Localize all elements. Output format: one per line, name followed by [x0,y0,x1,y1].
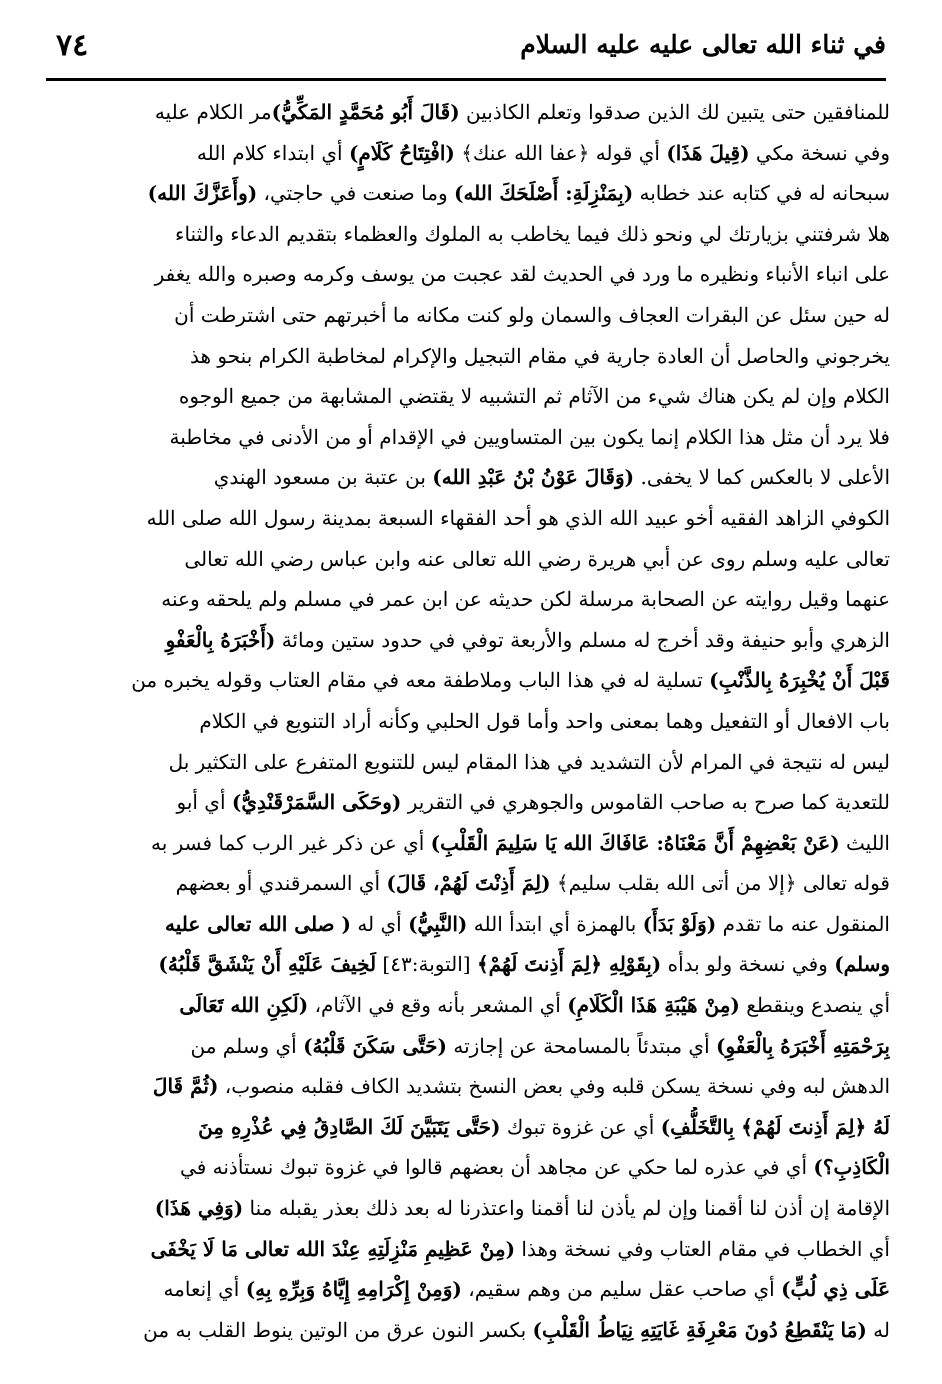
text-line [50,579,890,620]
commentary-text: أي ينصدع وينقطع [739,993,890,1018]
commentary-text: وفي نسخة ولو بدأه [661,952,835,977]
quoted-text: الْكَاذِبِ؟) [813,1155,890,1180]
commentary-text: له [866,1317,890,1342]
quoted-text: (أَخْبَرَهُ بِالْعَفْوِ [165,627,276,652]
text-line [50,742,890,783]
commentary-text: الأعلى لا بالعكس كما لا يخفى. [634,465,890,490]
commentary-text: أي المشعر بأنه وقع في الآثام، [308,993,568,1018]
commentary-text: [التوبة:٤٣] [376,952,477,977]
text-line [50,782,890,823]
text-line [50,1269,890,1310]
text-line [50,173,890,214]
running-title: في ثناء الله تعالى عليه عليه السلام [520,30,886,59]
commentary-text: أي السمرقندي أو بعضهم [175,871,387,896]
commentary-text: تسلية له في هذا الباب وملاطفة معه في مقام العتاب وقوله يخبره من [131,668,710,693]
commentary-text: الكلام وإن لم يكن هناك شيء من الآثام ثم التشبيه لا يقتضي المشابهة من جميع الوجوه [178,384,890,409]
commentary-text: على انباء الأنباء ونظيره ما ورد في الحديث لقد عجبت من يوسف وكرمه وصبره والله يغفر [154,262,890,287]
commentary-text: فلا يرد أن مثل هذا الكلام إنما يكون بين المتساويين في الإقدام أو من الأدنى في مخاطبة [169,424,890,449]
quoted-text: (النَّبِيُّ) [408,911,468,936]
quoted-text: (وَقَالَ عَوْنُ بْنُ عَبْدِ الله) [432,465,635,490]
commentary-text: بالهمزة أي ابتدأ الله [467,911,643,936]
text-line [50,539,890,580]
quoted-text: (ثُمَّ قَالَ [152,1074,219,1099]
text-line [50,214,890,255]
commentary-text: قوله تعالى ﴿إلا من أتى الله بقلب سليم﴾ [550,871,890,896]
commentary-text: مر الكلام عليه [154,100,272,124]
commentary-text: أي أبو [176,790,232,815]
text-line [50,376,890,417]
text-line [50,1026,890,1067]
commentary-text: أي قوله ﴿عفا الله عنك﴾ [454,140,667,165]
commentary-text: الدهش لبه وفي نسخة يسكن قلبه وفي بعض النسخ بتشديد الكاف فقلبه منصوب، [218,1074,890,1099]
text-line [50,944,890,985]
text-line [50,1229,890,1270]
quoted-text: (مَا يَنْقَطِعُ دُونَ مَعْرِفَةِ غَايَتِهِ نِيَاطُ الْقَلْبِ) [532,1317,867,1342]
commentary-text: وما صنعت في حاجتي، [257,181,454,206]
quoted-text: (قَالَ أَبُو مُحَمَّدٍ المَكِّيُّ) [271,100,460,124]
commentary-text: أي له [350,911,409,936]
commentary-text: أي عن ذكر غير الرب كما فسر به [151,830,431,855]
commentary-text: تعالى عليه وسلم روى عن أبي هريرة رضي الله تعالى عنه وابن عباس رضي الله تعالى [184,546,890,571]
text-line [50,1188,890,1229]
commentary-text: أي عن غزوة تبوك [500,1114,661,1139]
commentary-text: هلا شرفتني بزيارتك لي ونحو ذلك فيما يخاطب به الملوك والعظماء بتقديم الدعاء والثناء [175,221,890,246]
text-line [50,417,890,458]
commentary-text: أي الخطاب في مقام العتاب وفي نسخة وهذا [515,1236,890,1261]
quoted-text: (لِمَ أَذِنْتَ لَهُمْ، قَالَ) [386,871,551,896]
text-line [50,1310,890,1351]
quoted-text: بِرَحْمَتِهِ أَخْبَرَهُ بِالْعَفْوِ) [716,1033,890,1058]
quoted-text: (حَتَّى يَتَبَيَّنَ لَكَ الصَّادِقُ فِي عُذْرِهِ مِنَ [198,1114,501,1139]
quoted-text: لَخِيفَ عَلَيْهِ أَنْ يَنْشَقَّ قَلْبُهُ) [158,952,377,977]
text-line [50,701,890,742]
text-line [50,1066,890,1107]
commentary-text: عنهما وقيل روايته عن الصحابة مرسلة لكن حديثه عن ابن عمر في مسلم ولم يلحقه وعنه [161,587,890,612]
commentary-text: ليس له نتيجة في المرام لأن التشديد في هذا المقام ليس للتنويع المتفرع على التكثير بل [168,749,890,774]
body-text [50,92,890,1350]
text-line [50,457,890,498]
commentary-text: له حين سئل عن البقرات العجاف والسمان ولو كنت مكانه ما أخبرتهم حتى اشترطت أن [174,302,890,327]
page-number: ٧٤ [56,28,89,63]
commentary-text: للمنافقين حتى يتبين لك الذين صدقوا وتعلم الكاذبين [459,100,890,124]
quoted-text: (قِيلَ هَذَا) [666,140,750,165]
quoted-text: (عَنْ بَعْضِهِمْ أَنَّ مَعْنَاهُ: عَافَاكَ الله يَا سَلِيمَ الْقَلْبِ) [430,830,840,855]
quoted-text: ( صلى الله تعالى عليه [165,911,351,936]
commentary-text: أي ابتداء كلام الله [196,140,349,165]
quoted-text: قَبْلَ أَنْ يُخْبِرَهُ بِالذَّنْبِ) [709,668,890,693]
text-line [50,336,890,377]
commentary-text: الكوفي الزاهد الفقيه أخو عبيد الله الذي هو أحد الفقهاء السبعة بمدينة رسول الله صلى الله [146,505,890,530]
text-line [50,863,890,904]
commentary-text: سبحانه له في كتابه عند خطابه [633,181,890,206]
quoted-text: (وأَعَزَّكَ الله) [147,181,258,206]
text-line [50,660,890,701]
text-line [50,133,890,174]
commentary-text: يخرجوني والحاصل أن العادة جارية في مقام التبجيل والإكرام لمخاطبة الكرام بنحو هذ [190,343,890,368]
quoted-text: (بِقَوْلِهِ ﴿لِمَ أَذِنتَ لَهُمْ﴾ [476,952,662,977]
commentary-text: المنقول عنه ما تقدم [716,911,890,936]
quoted-text: (مِنْ عَظِيمِ مَنْزِلَتِهِ عِنْدَ الله تعالى مَا لَا يَخْفَى [150,1236,516,1261]
text-line [50,1147,890,1188]
text-line [50,92,890,133]
text-line [50,823,890,864]
text-line [50,620,890,661]
quoted-text: (حَتَّى سَكَنَ قَلْبُهُ) [303,1033,447,1058]
quoted-text: (لَكِنِ الله تَعَالَى [179,993,309,1018]
text-line [50,295,890,336]
commentary-text: الزهري وأبو حنيفة وقد أخرج له مسلم والأربعة توفي في حدود ستين ومائة [275,627,890,652]
commentary-text: بن عتبة بن مسعود الهندي [213,465,433,490]
quoted-text: عَلَى ذِي لُبٍّ) [781,1277,890,1302]
text-line [50,904,890,945]
commentary-text: أي وسلم من [190,1033,304,1058]
commentary-text: للتعدية كما صرح به صاحب القاموس والجوهري في التقرير [401,790,890,815]
text-line [50,985,890,1026]
quoted-text: (وحَكَى السَّمَرْقَنْدِيُّ) [231,790,402,815]
commentary-text: الإقامة إن أذن لنا أقمنا وإن لم يأذن لنا أقمنا واعتذرنا له بعد ذلك بعذر يقبله منا [243,1196,890,1221]
text-line [50,498,890,539]
commentary-text: بكسر النون عرق من الوتين ينوط القلب به من [143,1317,533,1342]
quoted-text: وسلم) [834,952,890,977]
text-line [50,1107,890,1148]
text-line [50,254,890,295]
quoted-text: (وَفِي هَذَا) [154,1196,244,1221]
quoted-text: (وَمِنْ إِكْرَامِهِ إِيَّاهُ وَبِرِّهِ بِهِ) [245,1277,462,1302]
quoted-text: (مِنْ هَيْبَةِ هَذَا الْكَلَامِ) [567,993,740,1018]
quoted-text: (بِمَنْزِلَةِ: أَصْلَحَكَ الله) [453,181,634,206]
quoted-text: لَهُ ﴿لِمَ أَذِنتَ لَهُمْ﴾ بِالتَّخَلُّفِ) [660,1114,890,1139]
commentary-text: أي مبتدئاً بالمسامحة عن إجازته [446,1033,716,1058]
page-header [46,28,886,81]
quoted-text: (افْتِتَاحُ كَلَامٍ) [348,140,455,165]
quoted-text: (وَلَوْ بَدَأَ) [642,911,717,936]
commentary-text: أي إنعامه [163,1277,246,1302]
commentary-text: باب الافعال أو التفعيل وهما بمعنى واحد وأما قول الحلبي وكأنه أراد التنويع في الكلام [199,708,890,733]
commentary-text: أي صاحب عقل سليم من وهم سقيم، [461,1277,782,1302]
commentary-text: وفي نسخة مكي [749,140,890,165]
commentary-text: الليث [839,830,890,855]
commentary-text: أي في عذره لما حكي عن مجاهد أن بعضهم قالوا في غزوة تبوك نستأذنه في [180,1155,814,1180]
